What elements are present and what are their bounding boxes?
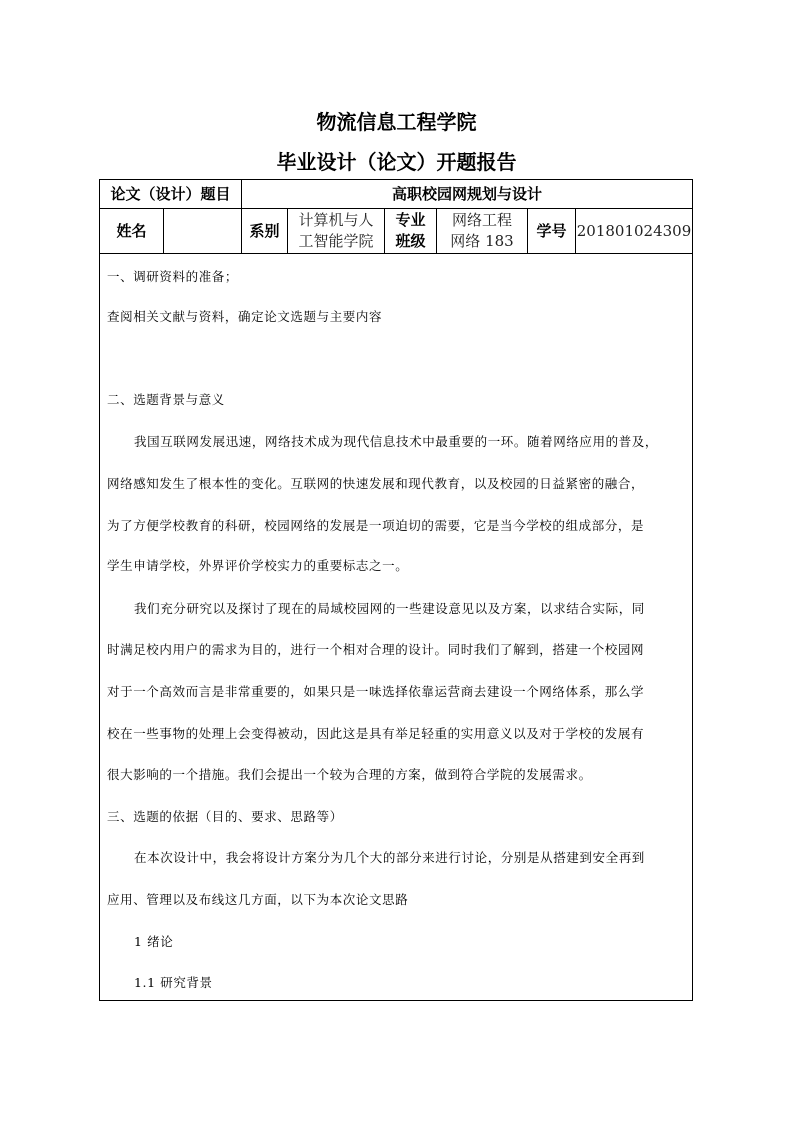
dept-value	[288, 209, 384, 253]
paragraph-line: 我国互联网发展迅速，网络技术成为现代信息技术中最重要的一环。随着网络应用的普及，	[134, 434, 659, 449]
outline-item-1: 1 绪论	[134, 934, 174, 949]
paragraph-line: 在本次设计中，我会将设计方案分为几个大的部分来进行讨论，分别是从搭建到安全再到	[134, 850, 645, 865]
topic-value: 高职校园网规划与设计	[391, 184, 542, 203]
report-table	[99, 179, 693, 1001]
student-id-label: 学号	[536, 221, 567, 240]
name-value	[164, 209, 241, 253]
paragraph-line: 很大影响的一个措施。我们会提出一个较为合理的方案，做到符合学院的发展需求。	[107, 767, 592, 782]
major-value-line1: 网络工程	[451, 211, 512, 229]
report-title: 毕业设计（论文）开题报告	[276, 150, 517, 174]
section2-heading: 二、选题背景与意义	[107, 392, 225, 407]
dept-value-line2: 工智能学院	[298, 232, 374, 250]
outline-item-1-1: 1.1 研究背景	[134, 975, 213, 990]
institute-title: 物流信息工程学院	[316, 110, 477, 134]
paragraph-line: 校在一些事物的处理上会变得被动，因此这是具有举足轻重的实用意义以及对于学校的发展有	[107, 726, 645, 741]
major-value-line2: 网络 183	[450, 232, 514, 250]
paragraph-line: 网络感知发生了根本性的变化。互联网的快速发展和现代教育，以及校园的日益紧密的融合，	[107, 476, 645, 491]
paragraph-line: 对于一个高效而言是非常重要的，如果只是一味选择依靠运营商去建设一个网络体系，那么学	[107, 684, 645, 699]
name-label: 姓名	[116, 221, 147, 240]
paragraph-line: 时满足校内用户的需求为目的，进行一个相对合理的设计。同时我们了解到，搭建一个校园网	[107, 642, 645, 657]
topic-label: 论文（设计）题目	[110, 184, 231, 203]
section1-text: 查阅相关文献与资料，确定论文选题与主要内容	[107, 309, 383, 324]
section3-heading: 三、选题的依据（目的、要求、思路等）	[107, 809, 343, 824]
paragraph-line: 我们充分研究以及探讨了现在的局域校园网的一些建设意见以及方案，以求结合实际，同	[134, 601, 645, 616]
dept-label: 系别	[249, 221, 280, 240]
row-divider	[99, 253, 693, 254]
section1-heading: 一、调研资料的准备；	[107, 269, 239, 284]
dept-value-line1: 计算机与人	[298, 211, 374, 229]
paragraph-line: 学生申请学校，外界评价学校实力的重要标志之一。	[107, 558, 409, 573]
paragraph-line: 为了方便学校教育的科研，校园网络的发展是一项迫切的需要，它是当今学校的组成部分，是	[107, 518, 645, 533]
paragraph-line: 应用、管理以及布线这几方面，以下为本次论文思路	[107, 892, 409, 907]
major-value	[437, 209, 527, 253]
student-id-value: 201801024309	[576, 221, 692, 240]
major-label	[385, 209, 436, 253]
major-label-line2: 班级	[395, 232, 426, 250]
major-label-line1: 专业	[395, 211, 426, 229]
